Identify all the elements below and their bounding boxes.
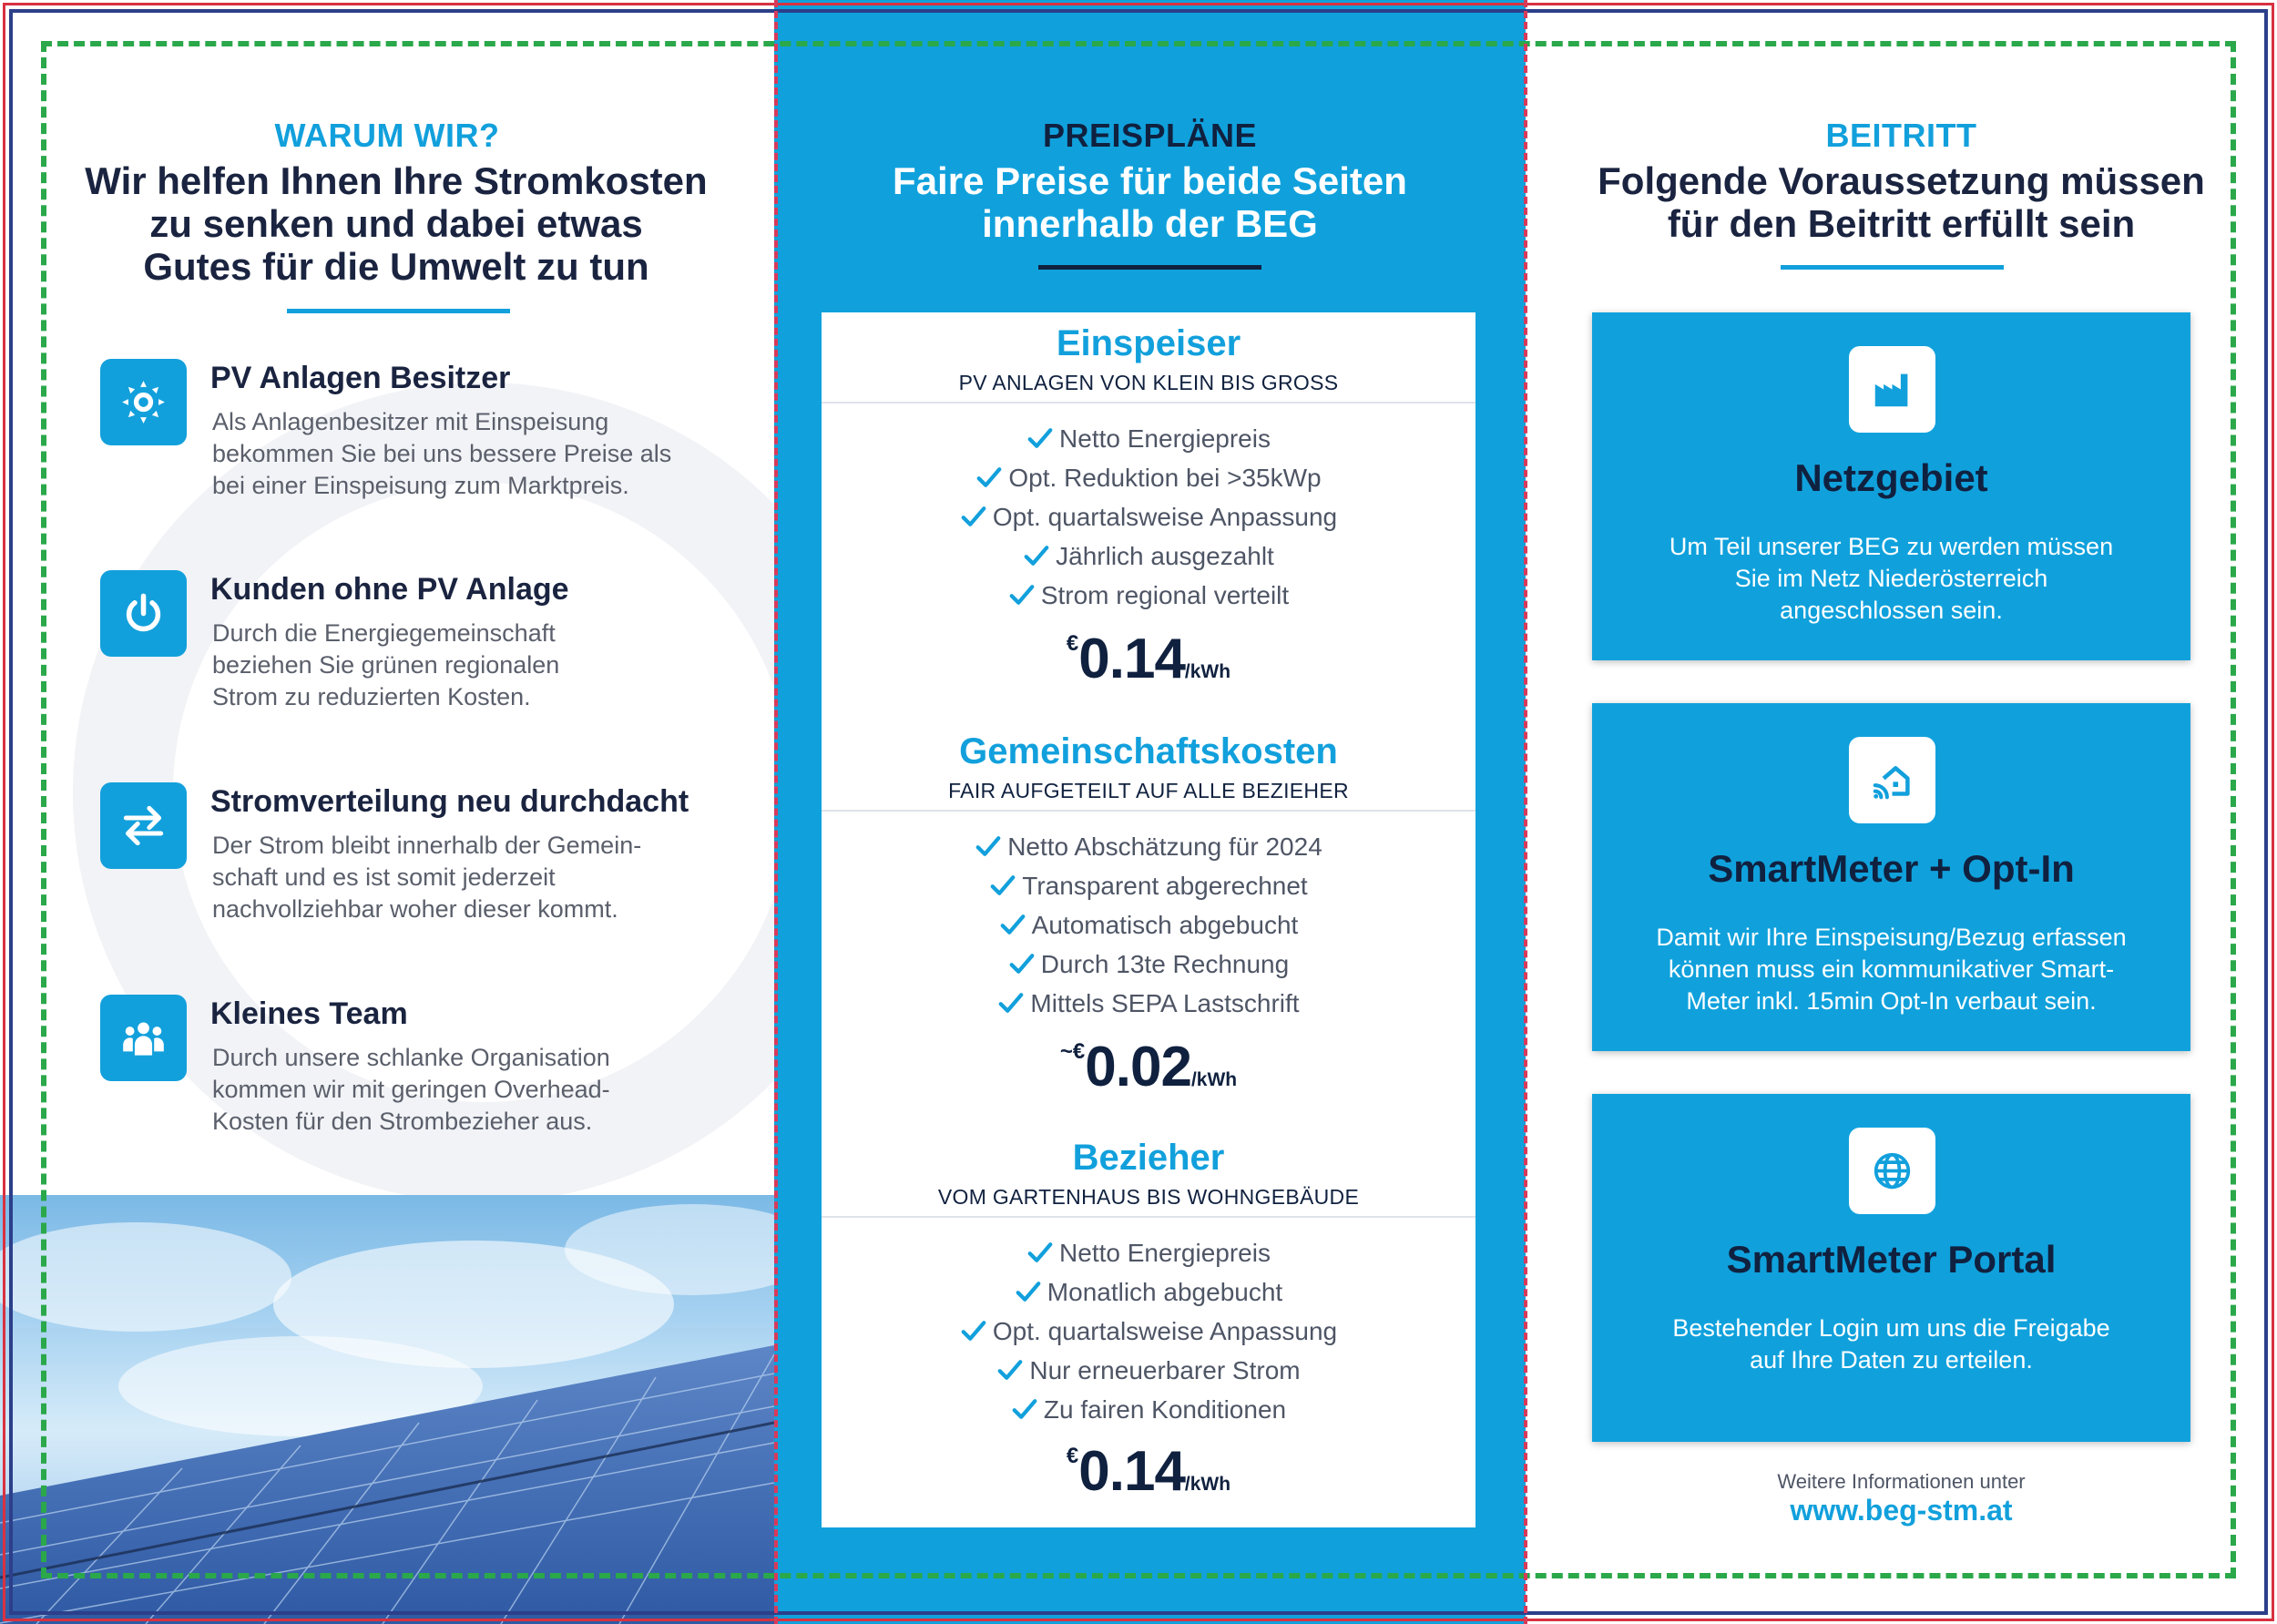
price-plan-subtitle: VOM GARTENHAUS BIS WOHNGEBÄUDE: [937, 1185, 1360, 1209]
panel-why-us: [0, 0, 774, 1624]
check-icon: [989, 872, 1016, 899]
requirement-smartmeter-portal: [1592, 1094, 2190, 1442]
price-value: 0.02: [1085, 1036, 1191, 1098]
price-unit: /kWh: [1184, 661, 1231, 682]
price-plan-features: [822, 419, 1475, 615]
membership-headline: Folgende Voraussetzung müssen für den Beitritt erfüllt sein: [1598, 159, 2205, 245]
requirement-grid-area: [1592, 312, 2190, 660]
check-icon: [975, 464, 1003, 491]
check-icon: [997, 989, 1025, 1016]
check-icon: [996, 1356, 1024, 1384]
pricing-divider: [1038, 265, 1261, 270]
price-currency: €: [1066, 631, 1079, 656]
list-item: Nur erneuerbarer Strom: [822, 1351, 1475, 1390]
feature-description: Durch unsere schlanke Organisation kommen wir mit geringen Overhead- Kosten für den Strombezieher aus.: [212, 1044, 610, 1135]
globe-icon: [1849, 1128, 1935, 1214]
check-icon: [1026, 424, 1054, 452]
solar-panel-photo: [0, 1195, 774, 1624]
pricing-headline: Faire Preise für beide Seiten innerhalb der BEG: [893, 159, 1407, 245]
requirement-description: Um Teil unserer BEG zu werden müssen Sie im Netz Niederösterreich angeschlossen sein.: [1669, 533, 2114, 624]
check-icon: [1008, 950, 1036, 977]
smart-home-icon: [1849, 737, 1935, 823]
feature-title: Kleines Team: [210, 996, 408, 1031]
membership-eyebrow: BEITRITT: [1825, 117, 1977, 154]
feature-description: Der Strom bleibt innerhalb der Gemein- schaft und es ist somit jederzeit nachvollziehbar woher dieser kommt.: [212, 832, 642, 923]
price-plan-feed-in: [822, 312, 1475, 720]
price-plan-features: [822, 1233, 1475, 1429]
requirement-title: SmartMeter Portal: [1726, 1238, 2057, 1281]
price-plan-subtitle: PV ANLAGEN VON KLEIN BIS GROSS: [958, 371, 1339, 394]
team-icon: [100, 995, 187, 1081]
feature-title: Kunden ohne PV Anlage: [210, 572, 569, 607]
list-item: Zu fairen Konditionen: [822, 1390, 1475, 1429]
check-icon: [960, 1317, 987, 1344]
price-amount: [822, 1439, 1475, 1504]
requirement-title: SmartMeter + Opt-In: [1708, 847, 2075, 890]
panel-membership: [1526, 0, 2277, 1624]
price-plan-consumer: [822, 1127, 1475, 1527]
check-icon: [1015, 1278, 1042, 1305]
pricing-eyebrow: PREISPLÄNE: [1042, 117, 1258, 154]
list-item: Durch 13te Rechnung: [822, 945, 1475, 984]
panel-pricing: [774, 0, 1526, 1624]
feature-title: Stromverteilung neu durchdacht: [210, 784, 689, 819]
factory-icon: [1849, 346, 1935, 433]
list-item: Opt. quartalsweise Anpassung: [822, 497, 1475, 536]
price-value: 0.14: [1078, 1440, 1185, 1503]
price-plan-name: Gemeinschaftskosten: [959, 731, 1338, 771]
price-amount: [822, 1035, 1475, 1099]
price-plan-header: [822, 720, 1475, 812]
check-icon: [999, 911, 1026, 938]
why-us-eyebrow: WARUM WIR?: [274, 117, 500, 154]
sun-icon: [100, 359, 187, 445]
list-item: Monatlich abgebucht: [822, 1272, 1475, 1312]
list-item: Netto Energiepreis: [822, 419, 1475, 458]
arrows-exchange-icon: [100, 782, 187, 869]
requirement-title: Netzgebiet: [1794, 456, 1988, 499]
list-item: Jährlich ausgezahlt: [822, 536, 1475, 576]
price-plan-name: Einspeiser: [1056, 323, 1241, 363]
feature-title: PV Anlagen Besitzer: [210, 361, 511, 395]
check-icon: [1008, 581, 1036, 608]
requirement-description: Bestehender Login um uns die Freigabe auf Ihre Daten zu erteilen.: [1672, 1314, 2110, 1374]
check-icon: [975, 832, 1002, 860]
feature-description: Durch die Energiegemeinschaft beziehen Sie grünen regionalen Strom zu reduzierten Kosten.: [212, 619, 560, 710]
list-item: Transparent abgerechnet: [822, 866, 1475, 905]
price-plan-name: Bezieher: [1072, 1138, 1225, 1178]
price-currency: €: [1066, 1444, 1079, 1468]
website-link[interactable]: www.beg-stm.at: [1790, 1494, 2013, 1527]
list-item: Netto Energiepreis: [822, 1233, 1475, 1272]
power-icon: [100, 570, 187, 657]
price-amount: [822, 627, 1475, 691]
why-us-divider: [287, 309, 510, 313]
list-item: Opt. quartalsweise Anpassung: [822, 1312, 1475, 1351]
membership-divider: [1781, 265, 2004, 270]
price-unit: /kWh: [1190, 1069, 1238, 1090]
requirement-smartmeter-optin: [1592, 703, 2190, 1051]
price-plan-features: [822, 827, 1475, 1023]
list-item: Opt. Reduktion bei >35kWp: [822, 458, 1475, 497]
price-currency: ~€: [1059, 1039, 1086, 1064]
check-icon: [1023, 542, 1050, 569]
check-icon: [1026, 1239, 1054, 1266]
price-unit: /kWh: [1184, 1474, 1231, 1495]
list-item: Strom regional verteilt: [822, 576, 1475, 615]
requirement-description: Damit wir Ihre Einspeisung/Bezug erfassen können muss ein kommunikativer Smart- Meter inkl. 15min Opt-In verbaut sein.: [1656, 924, 2127, 1015]
price-plan-header: [822, 1127, 1475, 1218]
price-plan-community-costs: [822, 720, 1475, 1127]
list-item: Mittels SEPA Lastschrift: [822, 984, 1475, 1023]
price-value: 0.14: [1078, 628, 1185, 690]
list-item: Automatisch abgebucht: [822, 905, 1475, 945]
price-plan-subtitle: FAIR AUFGETEILT AUF ALLE BEZIEHER: [948, 779, 1349, 802]
price-plan-header: [822, 312, 1475, 403]
more-info-label: Weitere Informationen unter: [1777, 1470, 2026, 1493]
feature-description: Als Anlagenbesitzer mit Einspeisung bekommen Sie bei uns bessere Preise als bei einer Einspeisung zum Marktpreis.: [212, 408, 672, 499]
list-item: Netto Abschätzung für 2024: [822, 827, 1475, 866]
why-us-headline: Wir helfen Ihnen Ihre Stromkosten zu senken und dabei etwas Gutes für die Umwelt zu tun: [85, 159, 708, 288]
check-icon: [960, 503, 987, 530]
check-icon: [1011, 1395, 1038, 1423]
